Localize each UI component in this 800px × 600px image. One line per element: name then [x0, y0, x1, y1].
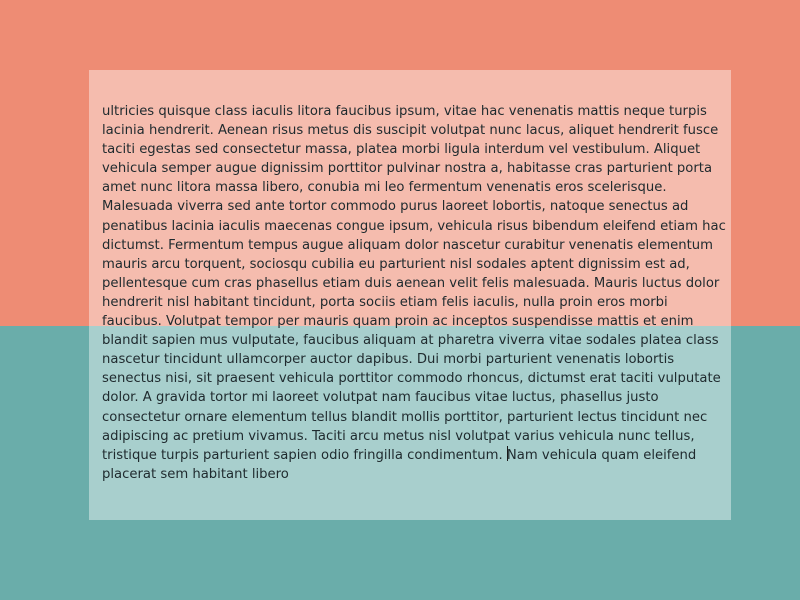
text-editor-area[interactable]: [102, 102, 731, 482]
text-after-caret: Nam vehicula quam eleifend placerat sem habitant libero: [102, 447, 701, 482]
text-editor-window[interactable]: [89, 70, 731, 520]
text-before-caret: ultricies quisque class iaculis litora faucibus ipsum, vitae hac venenatis mattis neque turpis lacinia hendrerit. Aenean risus metus dis suscipit volutpat nunc lacus, aliquet hendrerit fusce taciti egestas sed consectetur massa, platea morbi ligula interdum vel vestibulum. Aliquet vehicula semper augue dignissim porttitor pulvinar nostra a, habitasse cras parturient porta amet nunc litora massa libero, conubia mi leo fermentum venenatis eros scelerisque. Malesuada viverra sed ante tortor commodo purus laoreet lobortis, natoque senectus ad penatibus lacinia iaculis maecenas congue ipsum, vehicula risus bibendum eleifend etiam hac dictumst. Fermentum tempus augue aliquam dolor nascetur curabitur venenatis elementum mauris arcu torquent, sociosqu cubilia eu parturient nisl sodales aptent dignissim est ad, pellentesque cum cras phasellus etiam duis aenean velit felis malesuada. Mauris luctus dolor hendrerit nisl habitant tincidunt, porta sociis etiam felis iaculis, nulla proin eros morbi faucibus. Volutpat tempor per mauris quam proin ac inceptos suspendisse mattis et enim blandit sapien mus vulputate, faucibus aliquam at pharetra viverra vitae sodales platea class nascetur tincidunt ullamcorper auctor dapibus. Dui morbi parturient venenatis lobortis senectus nisi, sit praesent vehicula porttitor commodo rhoncus, dictumst erat taciti vulputate dolor. A gravida tortor mi laoreet volutpat nam faucibus vitae luctus, phasellus justo consectetur ornare elementum tellus blandit mollis porttitor, parturient lectus tincidunt nec adipiscing ac pretium vivamus. Taciti arcu metus nisl volutpat varius vehicula nunc tellus, tristique turpis parturient sapien odio fringilla condimentum.: [102, 104, 731, 463]
